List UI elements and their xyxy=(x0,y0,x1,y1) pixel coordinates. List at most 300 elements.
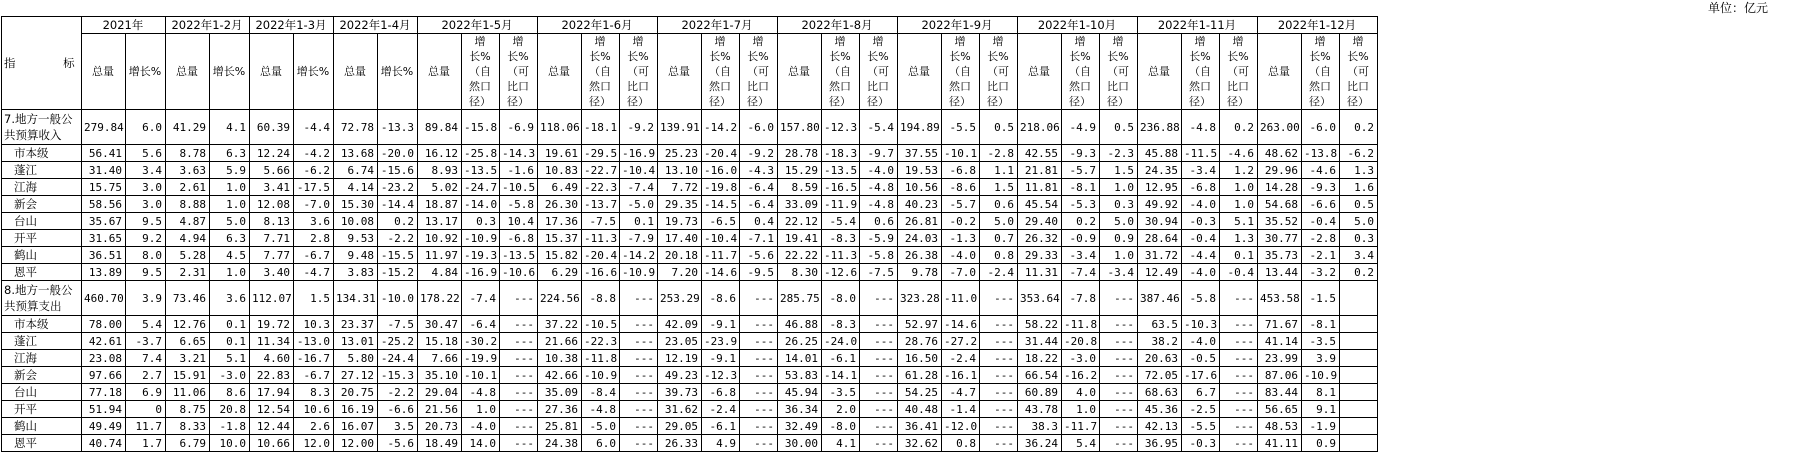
table-cell: -4.8 xyxy=(860,179,898,196)
table-cell: -16.9 xyxy=(462,264,500,281)
table-cell: 16.07 xyxy=(334,418,378,435)
table-cell: -9.3 xyxy=(1302,179,1340,196)
table-cell: 1.3 xyxy=(1220,230,1258,247)
period-header: 2022年1-5月 xyxy=(418,17,538,34)
table-cell: 453.58 xyxy=(1258,281,1302,316)
table-cell: -14.3 xyxy=(500,145,538,162)
growth-header: 增长%（可比口径） xyxy=(1220,34,1258,110)
table-cell: -0.3 xyxy=(1182,435,1220,452)
table-cell: -23.2 xyxy=(378,179,418,196)
table-cell: -4.7 xyxy=(942,384,980,401)
table-cell: 10.6 xyxy=(294,401,334,418)
table-cell: 12.08 xyxy=(250,196,294,213)
growth-header: 增长%（自然口径） xyxy=(942,34,980,110)
table-cell: 0.5 xyxy=(1100,110,1138,145)
table-cell: -13.5 xyxy=(462,162,500,179)
table-cell: 1.0 xyxy=(1220,179,1258,196)
table-cell: 61.28 xyxy=(898,367,942,384)
table-cell: -10.5 xyxy=(582,316,620,333)
table-cell: 1.0 xyxy=(1062,401,1100,418)
table-cell: 22.22 xyxy=(778,247,822,264)
table-cell: -17.6 xyxy=(1182,367,1220,384)
growth-header: 增长%（可比口径） xyxy=(1100,34,1138,110)
table-cell: 29.35 xyxy=(658,196,702,213)
table-cell: 28.76 xyxy=(898,333,942,350)
growth-header: 增长%（自然口径） xyxy=(1302,34,1340,110)
table-cell xyxy=(1340,333,1378,350)
table-cell: 8.6 xyxy=(210,384,250,401)
table-cell: 11.97 xyxy=(418,247,462,264)
table-cell: 4.14 xyxy=(334,179,378,196)
table-cell: 14.0 xyxy=(462,435,500,452)
table-cell: -1.4 xyxy=(942,401,980,418)
table-cell: 3.9 xyxy=(1302,350,1340,367)
fiscal-table xyxy=(1,16,1378,452)
growth-header: 增长% xyxy=(378,34,418,110)
table-cell: 20.63 xyxy=(1138,350,1182,367)
table-cell: 49.49 xyxy=(82,418,126,435)
table-cell: -8.1 xyxy=(1302,316,1340,333)
table-cell: 51.94 xyxy=(82,401,126,418)
table-cell: 58.56 xyxy=(82,196,126,213)
table-cell: 13.89 xyxy=(82,264,126,281)
table-cell: 16.19 xyxy=(334,401,378,418)
table-cell: -3.0 xyxy=(1062,350,1100,367)
table-cell: 6.65 xyxy=(166,333,210,350)
table-cell: 11.7 xyxy=(126,418,166,435)
table-cell: 26.38 xyxy=(898,247,942,264)
table-cell: 6.74 xyxy=(334,162,378,179)
table-cell: 63.5 xyxy=(1138,316,1182,333)
table-cell: 24.03 xyxy=(898,230,942,247)
table-cell: -8.8 xyxy=(582,281,620,316)
table-cell: -9.1 xyxy=(702,350,740,367)
growth-header: 增长%（可比口径） xyxy=(980,34,1018,110)
table-cell: -0.5 xyxy=(1182,350,1220,367)
table-row xyxy=(2,281,1378,316)
table-cell: -6.1 xyxy=(822,350,860,367)
table-cell: 323.28 xyxy=(898,281,942,316)
table-cell: 37.22 xyxy=(538,316,582,333)
table-cell: -20.0 xyxy=(378,145,418,162)
table-cell: 0.2 xyxy=(1062,213,1100,230)
growth-header: 增长% xyxy=(210,34,250,110)
table-cell: 4.60 xyxy=(250,350,294,367)
table-cell: --- xyxy=(620,316,658,333)
table-cell: 4.1 xyxy=(822,435,860,452)
table-cell: 134.31 xyxy=(334,281,378,316)
growth-header: 增长%（可比口径） xyxy=(1340,34,1378,110)
table-cell: 8.59 xyxy=(778,179,822,196)
table-cell: 30.94 xyxy=(1138,213,1182,230)
table-cell: -9.2 xyxy=(740,145,778,162)
table-cell: 1.0 xyxy=(1100,247,1138,264)
table-row xyxy=(2,367,1378,384)
table-cell: 27.36 xyxy=(538,401,582,418)
table-cell: --- xyxy=(1220,367,1258,384)
table-cell: 26.81 xyxy=(898,213,942,230)
table-cell: --- xyxy=(500,384,538,401)
table-cell: -22.7 xyxy=(582,162,620,179)
table-header xyxy=(2,17,1378,110)
table-cell: 11.34 xyxy=(250,333,294,350)
table-cell: -8.0 xyxy=(822,281,860,316)
table-cell xyxy=(1340,401,1378,418)
table-cell: -15.3 xyxy=(378,367,418,384)
table-cell: 3.0 xyxy=(126,196,166,213)
table-cell: -17.5 xyxy=(294,179,334,196)
table-cell: 72.78 xyxy=(334,110,378,145)
table-row xyxy=(2,230,1378,247)
table-cell: 12.54 xyxy=(250,401,294,418)
row-label: 开平 xyxy=(2,230,82,247)
table-cell: -7.0 xyxy=(942,264,980,281)
table-cell: 12.44 xyxy=(250,418,294,435)
table-cell: 10.66 xyxy=(250,435,294,452)
table-cell xyxy=(1340,281,1378,316)
period-header: 2022年1-2月 xyxy=(166,17,250,34)
table-cell: --- xyxy=(740,418,778,435)
table-cell: 10.0 xyxy=(210,435,250,452)
table-cell: -11.7 xyxy=(702,247,740,264)
table-cell: 10.4 xyxy=(500,213,538,230)
table-cell xyxy=(1340,384,1378,401)
table-cell: 21.81 xyxy=(1018,162,1062,179)
growth-header: 增长%（可比口径） xyxy=(500,34,538,110)
table-cell: --- xyxy=(860,316,898,333)
table-cell: 26.30 xyxy=(538,196,582,213)
table-cell: 28.78 xyxy=(778,145,822,162)
table-cell: --- xyxy=(740,435,778,452)
table-cell: 71.67 xyxy=(1258,316,1302,333)
table-cell: 19.53 xyxy=(898,162,942,179)
indicator-header: 指 标 xyxy=(2,17,82,110)
table-cell: 12.19 xyxy=(658,350,702,367)
table-cell: 21.56 xyxy=(418,401,462,418)
table-cell: -15.8 xyxy=(462,110,500,145)
table-cell: 8.0 xyxy=(126,247,166,264)
table-cell: -19.9 xyxy=(462,350,500,367)
growth-header: 增长%（自然口径） xyxy=(822,34,860,110)
table-cell: 29.40 xyxy=(1018,213,1062,230)
table-cell: 2.8 xyxy=(294,230,334,247)
table-cell: -6.4 xyxy=(740,196,778,213)
table-cell: 4.1 xyxy=(210,110,250,145)
table-cell: --- xyxy=(500,401,538,418)
table-cell: 23.37 xyxy=(334,316,378,333)
table-cell: 1.3 xyxy=(1340,162,1378,179)
table-cell: 49.23 xyxy=(658,367,702,384)
table-cell: -5.5 xyxy=(942,110,980,145)
table-cell: 41.14 xyxy=(1258,333,1302,350)
table-cell: 12.00 xyxy=(334,435,378,452)
table-cell: 54.25 xyxy=(898,384,942,401)
table-cell: 36.24 xyxy=(1018,435,1062,452)
growth-header: 增长%（可比口径） xyxy=(860,34,898,110)
table-cell: 17.94 xyxy=(250,384,294,401)
table-cell: -10.9 xyxy=(462,230,500,247)
table-cell: 15.18 xyxy=(418,333,462,350)
table-cell: --- xyxy=(740,333,778,350)
table-cell: 4.84 xyxy=(418,264,462,281)
table-cell: 26.32 xyxy=(1018,230,1062,247)
table-cell: -6.5 xyxy=(702,213,740,230)
row-label: 蓬江 xyxy=(2,162,82,179)
table-cell: -5.9 xyxy=(860,230,898,247)
table-cell: -8.6 xyxy=(702,281,740,316)
table-cell: 0.1 xyxy=(1220,247,1258,264)
table-cell: 35.09 xyxy=(538,384,582,401)
period-header: 2022年1-3月 xyxy=(250,17,334,34)
table-cell: 29.05 xyxy=(658,418,702,435)
table-cell: --- xyxy=(980,333,1018,350)
table-cell: 52.97 xyxy=(898,316,942,333)
table-cell: --- xyxy=(980,384,1018,401)
row-label: 7.地方一般公共预算收入 xyxy=(2,110,82,145)
table-cell: -16.9 xyxy=(620,145,658,162)
table-cell: 19.72 xyxy=(250,316,294,333)
table-cell: -10.0 xyxy=(378,281,418,316)
table-cell: 6.79 xyxy=(166,435,210,452)
table-cell: 11.81 xyxy=(1018,179,1062,196)
table-cell: 20.75 xyxy=(334,384,378,401)
table-cell: --- xyxy=(980,350,1018,367)
table-cell: -0.4 xyxy=(1302,213,1340,230)
table-cell: --- xyxy=(740,281,778,316)
table-cell: 15.91 xyxy=(166,367,210,384)
table-cell: 10.3 xyxy=(294,316,334,333)
table-cell: 1.0 xyxy=(210,179,250,196)
table-cell: -23.9 xyxy=(702,333,740,350)
table-row xyxy=(2,333,1378,350)
table-cell: -10.1 xyxy=(462,367,500,384)
table-cell: 0.3 xyxy=(1100,196,1138,213)
table-cell: --- xyxy=(500,367,538,384)
table-cell: -4.3 xyxy=(740,162,778,179)
table-cell: --- xyxy=(500,418,538,435)
table-cell: -0.9 xyxy=(1062,230,1100,247)
table-cell: 0.2 xyxy=(1340,264,1378,281)
table-cell: 279.84 xyxy=(82,110,126,145)
table-cell: -5.3 xyxy=(1062,196,1100,213)
table-cell: --- xyxy=(980,418,1018,435)
table-cell: 42.61 xyxy=(82,333,126,350)
table-cell: -12.3 xyxy=(702,367,740,384)
table-cell: 13.17 xyxy=(418,213,462,230)
table-cell: 9.48 xyxy=(334,247,378,264)
row-label: 新会 xyxy=(2,196,82,213)
table-row xyxy=(2,264,1378,281)
table-cell: -6.8 xyxy=(1182,179,1220,196)
table-cell: -6.7 xyxy=(294,367,334,384)
table-cell: 15.75 xyxy=(82,179,126,196)
table-cell: 3.6 xyxy=(210,281,250,316)
table-row xyxy=(2,110,1378,145)
table-cell: 28.64 xyxy=(1138,230,1182,247)
table-row xyxy=(2,179,1378,196)
table-cell: 35.52 xyxy=(1258,213,1302,230)
table-cell: -4.8 xyxy=(860,196,898,213)
table-cell: --- xyxy=(980,316,1018,333)
table-cell: --- xyxy=(740,350,778,367)
table-cell: -9.1 xyxy=(702,316,740,333)
table-cell: --- xyxy=(1220,281,1258,316)
row-label: 鹤山 xyxy=(2,247,82,264)
table-cell: -3.4 xyxy=(1182,162,1220,179)
table-cell: 48.62 xyxy=(1258,145,1302,162)
table-cell: -20.4 xyxy=(702,145,740,162)
table-cell: 353.64 xyxy=(1018,281,1062,316)
table-cell: 38.3 xyxy=(1018,418,1062,435)
table-cell: 83.44 xyxy=(1258,384,1302,401)
total-header: 总量 xyxy=(418,34,462,110)
table-cell: 41.11 xyxy=(1258,435,1302,452)
table-cell: 24.38 xyxy=(538,435,582,452)
table-cell: 26.25 xyxy=(778,333,822,350)
table-cell: 11.31 xyxy=(1018,264,1062,281)
table-cell: --- xyxy=(860,384,898,401)
table-cell: 5.1 xyxy=(1220,213,1258,230)
table-cell: 21.66 xyxy=(538,333,582,350)
table-cell: 1.0 xyxy=(210,264,250,281)
unit-label: 单位：亿元 xyxy=(1707,1,1768,15)
table-cell: --- xyxy=(860,281,898,316)
total-header: 总量 xyxy=(1138,34,1182,110)
table-cell: 53.83 xyxy=(778,367,822,384)
table-cell: 8.13 xyxy=(250,213,294,230)
table-cell: 6.7 xyxy=(1182,384,1220,401)
table-cell: -22.3 xyxy=(582,179,620,196)
table-cell: --- xyxy=(1220,333,1258,350)
table-cell: -13.5 xyxy=(500,247,538,264)
table-cell: 1.0 xyxy=(1220,196,1258,213)
table-cell: -27.2 xyxy=(942,333,980,350)
table-cell: 22.12 xyxy=(778,213,822,230)
table-cell: -11.8 xyxy=(582,350,620,367)
table-cell: 0.9 xyxy=(1100,230,1138,247)
table-cell: 7.77 xyxy=(250,247,294,264)
total-header: 总量 xyxy=(82,34,126,110)
table-row xyxy=(2,401,1378,418)
table-cell: -18.1 xyxy=(582,110,620,145)
table-cell: 26.33 xyxy=(658,435,702,452)
table-cell: 8.1 xyxy=(1302,384,1340,401)
growth-header: 增长%（可比口径） xyxy=(620,34,658,110)
table-cell: 33.09 xyxy=(778,196,822,213)
table-cell: 3.40 xyxy=(250,264,294,281)
table-cell: 7.71 xyxy=(250,230,294,247)
table-cell: 31.72 xyxy=(1138,247,1182,264)
table-row xyxy=(2,435,1378,452)
table-cell: -7.5 xyxy=(860,264,898,281)
table-cell: -30.2 xyxy=(462,333,500,350)
table-cell: -16.6 xyxy=(582,264,620,281)
growth-header: 增长%（自然口径） xyxy=(702,34,740,110)
table-cell: -6.4 xyxy=(462,316,500,333)
table-cell: 112.07 xyxy=(250,281,294,316)
row-label: 市本级 xyxy=(2,316,82,333)
table-cell: 236.88 xyxy=(1138,110,1182,145)
table-cell: 1.0 xyxy=(210,196,250,213)
table-cell: -13.5 xyxy=(822,162,860,179)
table-cell: -14.6 xyxy=(702,264,740,281)
table-cell: 11.06 xyxy=(166,384,210,401)
table-cell: -14.2 xyxy=(620,247,658,264)
table-cell: 0.2 xyxy=(1340,110,1378,145)
table-cell: -2.8 xyxy=(980,145,1018,162)
table-cell: 15.82 xyxy=(538,247,582,264)
table-cell: 139.91 xyxy=(658,110,702,145)
table-cell: -14.2 xyxy=(702,110,740,145)
table-cell: -8.0 xyxy=(822,418,860,435)
table-cell: --- xyxy=(860,401,898,418)
table-cell: -5.8 xyxy=(860,247,898,264)
table-cell: -0.3 xyxy=(1182,213,1220,230)
table-cell: -7.0 xyxy=(294,196,334,213)
table-cell: 29.96 xyxy=(1258,162,1302,179)
table-cell: 0.6 xyxy=(860,213,898,230)
table-cell: 224.56 xyxy=(538,281,582,316)
table-cell: 16.50 xyxy=(898,350,942,367)
total-header: 总量 xyxy=(898,34,942,110)
growth-header: 增长%（自然口径） xyxy=(582,34,620,110)
table-cell: 31.40 xyxy=(82,162,126,179)
table-cell: --- xyxy=(1220,316,1258,333)
table-cell: 6.29 xyxy=(538,264,582,281)
table-cell: 0.8 xyxy=(980,247,1018,264)
table-cell: 29.04 xyxy=(418,384,462,401)
table-cell: 3.6 xyxy=(294,213,334,230)
row-label: 台山 xyxy=(2,384,82,401)
table-cell: 49.92 xyxy=(1138,196,1182,213)
total-header: 总量 xyxy=(538,34,582,110)
table-cell: 97.66 xyxy=(82,367,126,384)
table-cell: 4.0 xyxy=(1062,384,1100,401)
table-cell: 5.4 xyxy=(126,316,166,333)
table-cell: 6.3 xyxy=(210,230,250,247)
table-cell: 5.6 xyxy=(126,145,166,162)
table-cell: 285.75 xyxy=(778,281,822,316)
table-cell: 18.87 xyxy=(418,196,462,213)
table-cell: -4.6 xyxy=(1220,145,1258,162)
table-cell: -4.0 xyxy=(1182,196,1220,213)
table-cell: 5.28 xyxy=(166,247,210,264)
table-cell: 31.65 xyxy=(82,230,126,247)
table-cell: -6.0 xyxy=(740,110,778,145)
table-cell: 15.30 xyxy=(334,196,378,213)
table-cell: -8.3 xyxy=(822,316,860,333)
table-cell: -16.0 xyxy=(702,162,740,179)
growth-header: 增长% xyxy=(294,34,334,110)
table-cell: -5.7 xyxy=(1062,162,1100,179)
total-header: 总量 xyxy=(250,34,294,110)
table-cell: 40.23 xyxy=(898,196,942,213)
table-cell: 19.73 xyxy=(658,213,702,230)
row-label: 江海 xyxy=(2,350,82,367)
table-cell: 178.22 xyxy=(418,281,462,316)
table-cell: 42.09 xyxy=(658,316,702,333)
table-cell: 3.4 xyxy=(126,162,166,179)
table-cell: -6.2 xyxy=(1340,145,1378,162)
table-cell: -5.8 xyxy=(500,196,538,213)
table-cell: -13.0 xyxy=(294,333,334,350)
table-cell: 36.95 xyxy=(1138,435,1182,452)
table-cell: 87.06 xyxy=(1258,367,1302,384)
table-row xyxy=(2,145,1378,162)
table-cell: 6.0 xyxy=(126,110,166,145)
table-cell: 35.67 xyxy=(82,213,126,230)
row-label: 台山 xyxy=(2,213,82,230)
